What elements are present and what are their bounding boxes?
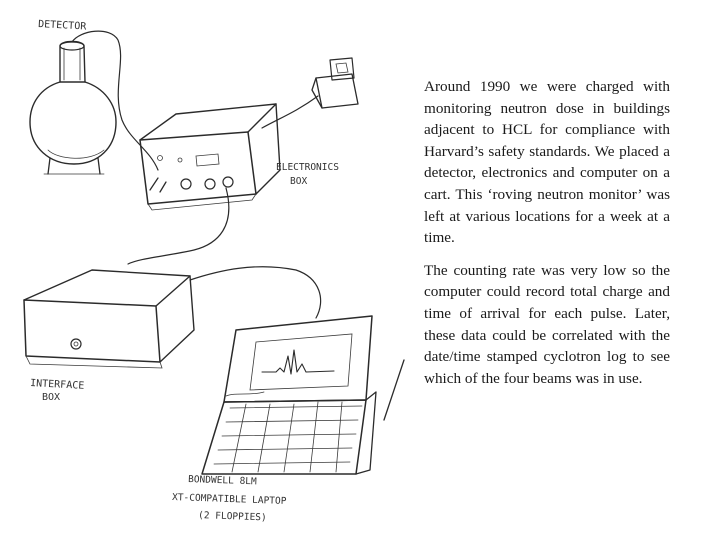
laptop-label-line1: BONDWELL 8LM bbox=[187, 474, 257, 488]
electronics-interface-cable bbox=[128, 188, 229, 264]
electronics-label-line1: ELECTRONICS bbox=[276, 162, 339, 173]
paragraph-1: Around 1990 we were charged with monitoring neutron dose in buildings adjacent to HCL for compliance with Harvard’s safety standards. We placed a detector, electronics and computer on a cart. This ‘roving neutron monitor’ was left at various locations for a week at a time. bbox=[424, 78, 670, 247]
electronics-box-drawing bbox=[140, 104, 280, 210]
small-device-cable bbox=[262, 96, 318, 128]
interface-label-line1: INTERFACE bbox=[29, 378, 85, 392]
interface-laptop-cable bbox=[190, 267, 321, 318]
interface-label-line2: BOX bbox=[42, 392, 61, 403]
paragraph-2: The counting rate was very low so the computer could record total charge and time of arrival for each pulse. Later, these data could be correlated with the date/time stamped cyclotron log to see which of the four beams was in use. bbox=[424, 261, 670, 387]
interface-box-drawing bbox=[24, 270, 194, 368]
laptop-label-line3: (2 FLOPPIES) bbox=[197, 510, 267, 524]
detector-drawing bbox=[30, 42, 116, 175]
electronics-label-line2: BOX bbox=[290, 176, 308, 187]
laptop-label-line2: XT-COMPATIBLE LAPTOP bbox=[171, 492, 287, 507]
detector-label: DETECTOR bbox=[37, 19, 87, 33]
description-text-column bbox=[424, 76, 670, 400]
small-device-drawing bbox=[312, 58, 358, 108]
detector-cable bbox=[72, 31, 158, 170]
laptop-drawing bbox=[202, 316, 404, 474]
